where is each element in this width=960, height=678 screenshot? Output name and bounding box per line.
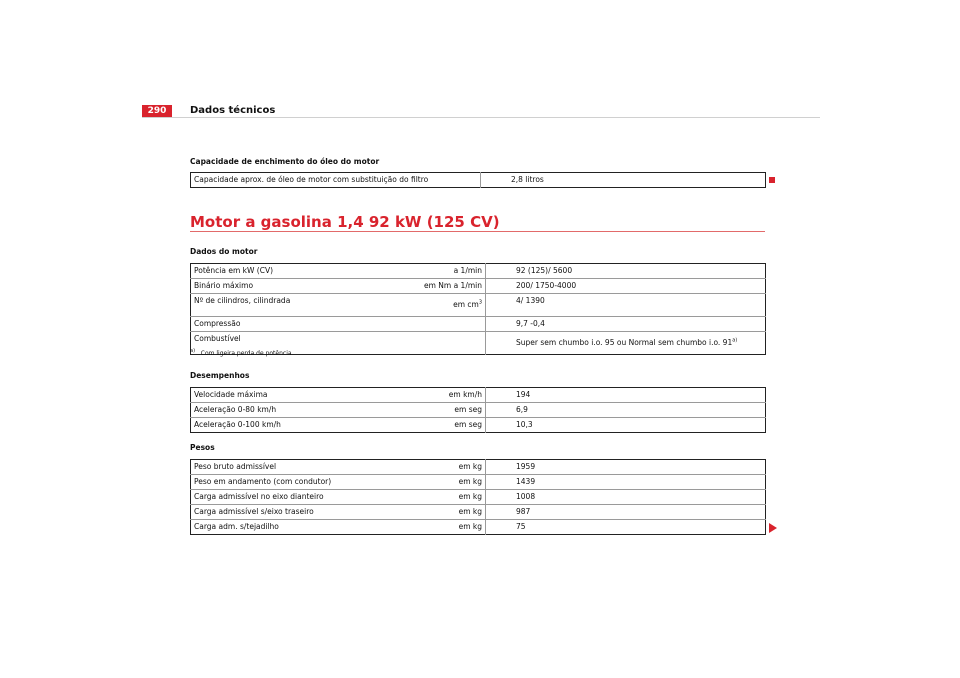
table-row [191,490,766,505]
performance-unit: em seg [414,418,486,433]
engine-label: Potência em kW (CV) [194,266,274,275]
weights-value: 75 [486,520,766,535]
table-row [191,317,766,332]
performance-unit: em km/h [414,388,486,403]
weights-unit: em kg [414,520,486,535]
performance-value: 194 [516,390,531,399]
engine-value: 4/ 1390 [486,294,766,317]
engine-value [486,332,766,355]
table-row [191,418,766,433]
performance-unit: em seg [414,403,486,418]
weights-label: Carga admissível s/eixo traseiro [191,505,415,520]
performance-label: Aceleração 0-100 km/h [191,418,415,433]
engine-unit: a 1/min [414,264,486,279]
end-of-section-square-icon [769,177,775,183]
page-title: Dados técnicos [190,105,276,116]
performance-label: Aceleração 0-80 km/h [191,403,415,418]
table-row [191,264,766,279]
table-row [191,173,766,188]
engine-label: Compressão [191,317,415,332]
section-divider [190,231,765,232]
footnote-ref: a) [732,337,738,344]
unit-text: em cm [453,300,479,309]
table-row [191,294,766,317]
weights-unit: em kg [414,490,486,505]
table-row [191,403,766,418]
footnote-text: Com ligeira perda de potência [200,350,292,357]
fuel-text: Super sem chumbo i.o. 95 ou Normal sem chumbo i.o. 91 [516,338,733,347]
engine-value: 92 (125)/ 5600 [516,266,573,275]
engine-table [190,263,766,355]
engine-unit [414,294,486,317]
page-number: 290 [142,105,172,118]
continue-arrow-icon [769,523,777,533]
engine-label: Nº de cilindros, cilindrada [191,294,415,317]
weights-label: Peso bruto admissível [194,462,277,471]
engine-label: Combustível [191,332,415,355]
table-row [191,279,766,294]
engine-value: 9,7 -0,4 [486,317,766,332]
oil-table [190,172,766,188]
performance-label: Velocidade máxima [194,390,268,399]
engine-unit [414,317,486,332]
footnote [190,349,292,359]
weights-label: Peso em andamento (com condutor) [191,475,415,490]
weights-label: Carga admissível no eixo dianteiro [191,490,415,505]
section-title: Motor a gasolina 1,4 92 kW (125 CV) [190,213,500,231]
table-row [191,388,766,403]
engine-heading: Dados do motor [190,247,258,256]
engine-unit: em Nm a 1/min [414,279,486,294]
performance-table [190,387,766,433]
performance-value: 10,3 [486,418,766,433]
performance-heading: Desempenhos [190,371,250,380]
performance-value: 6,9 [486,403,766,418]
weights-unit: em kg [414,460,486,475]
weights-value: 1959 [516,462,536,471]
footnote-marker: a) [190,348,196,354]
weights-heading: Pesos [190,443,215,452]
weights-unit: em kg [414,505,486,520]
engine-value: 200/ 1750-4000 [486,279,766,294]
weights-value: 1439 [486,475,766,490]
weights-value: 987 [486,505,766,520]
table-row [191,520,766,535]
table-row [191,505,766,520]
unit-superscript: 3 [478,299,482,306]
oil-label: Capacidade aprox. de óleo de motor com substituição do filtro [191,173,481,188]
weights-table [190,459,766,535]
weights-value: 1008 [486,490,766,505]
header-divider [142,117,820,118]
table-row [191,460,766,475]
table-row [191,475,766,490]
oil-value: 2,8 litros [511,175,544,184]
engine-unit [414,332,486,355]
weights-label: Carga adm. s/tejadilho [191,520,415,535]
weights-unit: em kg [414,475,486,490]
oil-heading: Capacidade de enchimento do óleo do motor [190,157,380,166]
engine-label: Binário máximo [191,279,415,294]
